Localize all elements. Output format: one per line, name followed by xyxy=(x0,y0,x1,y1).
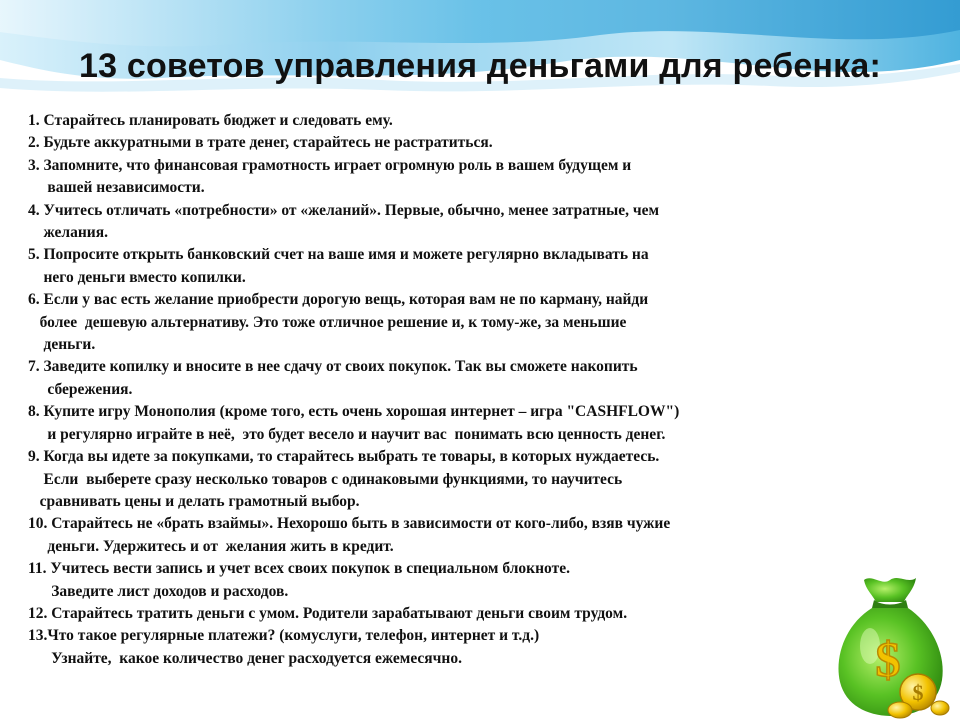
dollar-sign: $ xyxy=(875,631,901,687)
tip-item xyxy=(28,603,848,625)
tip-item xyxy=(28,446,848,513)
tip-text: 1. Старайтесь планировать бюджет и следовать ему. xyxy=(28,112,393,129)
tip-text: 10. Старайтесь не «брать взаймы». Нехорошо быть в зависимости от кого-либо, взяв чужие xyxy=(28,515,671,533)
tip-item xyxy=(28,132,848,154)
slide-title: 13 советов управления деньгами для ребенка: xyxy=(78,47,882,85)
tip-text: 8. Купите игру Монополия (кроме того, есть очень хорошая интернет – игра "CASHFLOW") xyxy=(28,403,680,421)
tip-text: 2. Будьте аккуратными в трате денег, старайтесь не растратиться. xyxy=(28,134,493,152)
tip-continuation: сравнивать цены и делать грамотный выбор. xyxy=(28,492,360,510)
tip-item xyxy=(28,289,848,356)
gold-coin-icon xyxy=(888,702,912,718)
tip-text: 7. Заведите копилку и вносите в нее сдачу от своих покупок. Так вы сможете накопить xyxy=(28,358,638,376)
tip-text: 3. Запомните, что финансовая грамотность играет огромную роль в вашем будущем и xyxy=(28,156,632,174)
tip-continuation: деньги. Удержитесь и от желания жить в кредит. xyxy=(28,537,394,555)
tip-continuation: него деньги вместо копилки. xyxy=(28,268,246,286)
tip-continuation: сбережения. xyxy=(28,380,133,398)
tip-item xyxy=(28,625,848,670)
tip-continuation: вашей независимости. xyxy=(28,179,205,197)
tip-continuation: более дешевую альтернативу. Это тоже отличное решение и, к тому-же, за меньшие xyxy=(28,313,627,331)
tip-item xyxy=(28,155,848,200)
tip-item xyxy=(28,558,848,603)
tip-item xyxy=(28,244,848,289)
tip-continuation: желания. xyxy=(28,224,108,242)
tip-continuation: и регулярно играйте в неё, это будет весело и научит вас понимать всю ценность денег. xyxy=(28,425,666,443)
tip-item xyxy=(28,200,848,245)
tip-continuation: Узнайте, какое количество денег расходуется ежемесячно. xyxy=(28,649,462,667)
tip-item xyxy=(28,356,848,401)
tip-item xyxy=(28,513,848,558)
tip-text: 13.Что такое регулярные платежи? (комуслуги, телефон, интернет и т.д.) xyxy=(28,627,540,645)
coin-dollar-sign: $ xyxy=(912,680,924,705)
tip-text: 11. Учитесь вести запись и учет всех своих покупок в специальном блокноте. xyxy=(28,560,570,578)
money-bag-icon xyxy=(826,572,956,720)
tip-continuation: Заведите лист доходов и расходов. xyxy=(28,582,289,600)
gold-coin-icon xyxy=(931,701,949,715)
tip-text: 12. Старайтесь тратить деньги с умом. Родители зарабатывают деньги своим трудом. xyxy=(28,604,628,622)
tips-list xyxy=(28,110,848,670)
tip-text: 4. Учитесь отличать «потребности» от «желаний». Первые, обычно, менее затратные, чем xyxy=(28,201,660,219)
tip-continuation: деньги. xyxy=(28,336,96,354)
tip-text: 5. Попросите открыть банковский счет на ваше имя и можете регулярно вкладывать на xyxy=(28,246,649,264)
tip-item xyxy=(28,110,848,132)
tip-text: 9. Когда вы идете за покупками, то старайтесь выбрать те товары, в которых нуждаетесь. xyxy=(28,448,660,466)
tip-item xyxy=(28,401,848,446)
tip-text: 6. Если у вас есть желание приобрести дорогую вещь, которая вам не по карману, найди xyxy=(28,291,649,309)
tip-continuation: Если выберете сразу несколько товаров с одинаковыми функциями, то научитесь xyxy=(28,470,623,488)
